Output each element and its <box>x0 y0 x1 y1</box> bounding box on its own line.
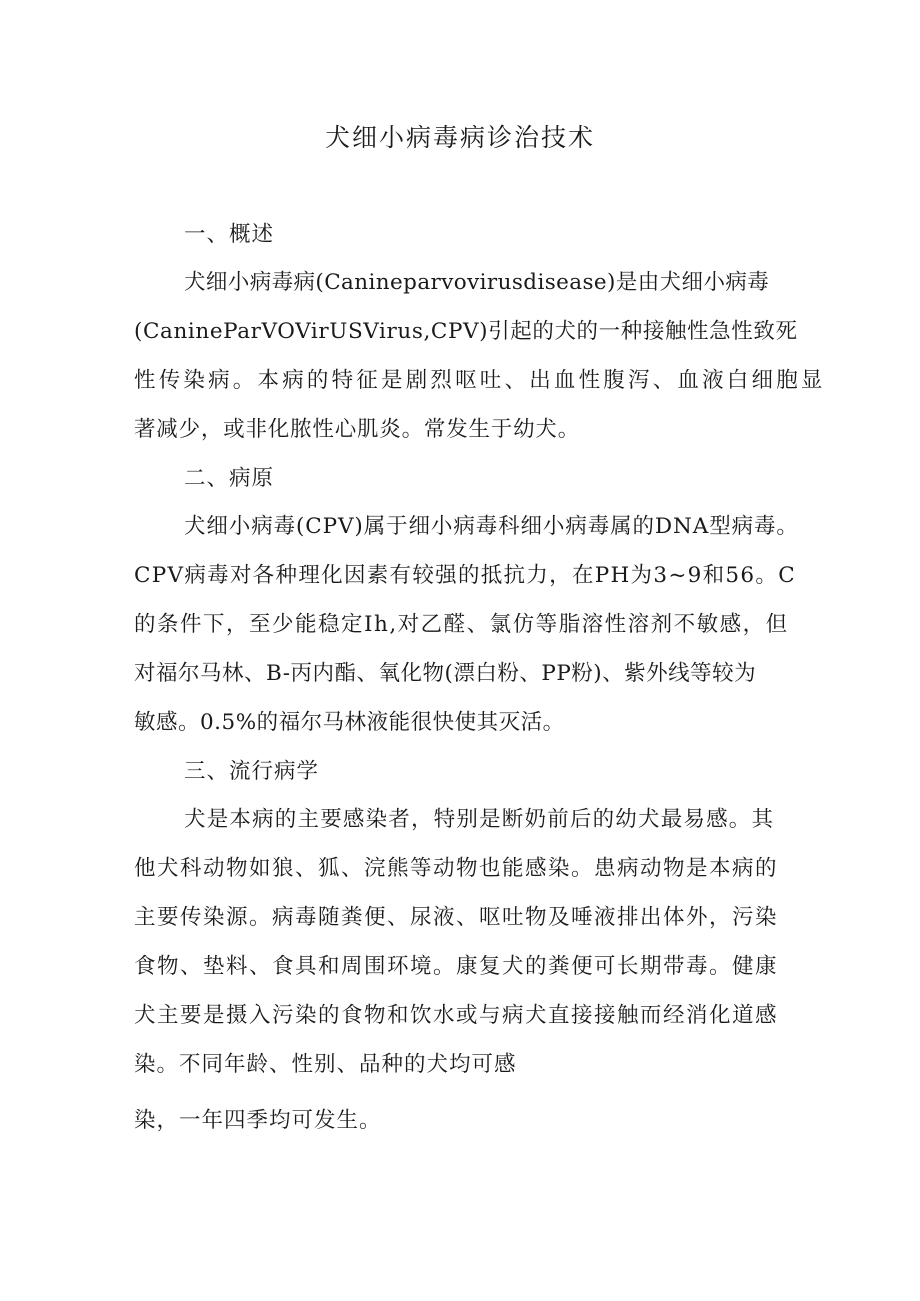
paragraph-line: 性传染病。本病的特征是剧烈呕吐、出血性腹泻、血液白细胞显 <box>134 368 826 393</box>
section-heading-epidemiology: 三、流行病学 <box>184 759 320 784</box>
paragraph-line: 犬是本病的主要感染者，特别是断奶前后的幼犬最易感。其 <box>184 807 775 832</box>
paragraph-line: 染。不同年龄、性别、品种的犬均可感 <box>134 1052 517 1077</box>
paragraph-line: 染，一年四季均可发生。 <box>134 1108 382 1133</box>
paragraph-line: 犬主要是摄入污染的食物和饮水或与病犬直接接触而经消化道感 <box>134 1003 779 1028</box>
section-heading-overview: 一、概述 <box>184 222 275 247</box>
paragraph-line: CPV病毒对各种理化因素有较强的抵抗力，在PH为3~9和56。C <box>134 563 796 588</box>
paragraph-line: 食物、垫料、食具和周围环境。康复犬的粪便可长期带毒。健康 <box>134 954 779 979</box>
paragraph-line: 犬细小病毒(CPV)属于细小病毒科细小病毒属的DNA型病毒。 <box>184 514 799 539</box>
paragraph-line: 著减少，或非化脓性心肌炎。常发生于幼犬。 <box>134 417 581 442</box>
paragraph-line: 对福尔马林、B-丙内酯、氧化物(漂白粉、PP粉)、紫外线等较为 <box>134 661 757 686</box>
paragraph-line: 主要传染源。病毒随粪便、尿液、呕吐物及唾液排出体外，污染 <box>134 905 779 930</box>
section-heading-pathogen: 二、病原 <box>184 466 275 491</box>
document-title: 犬细小病毒病诊治技术 <box>324 123 595 152</box>
paragraph-line: 的条件下，至少能稳定Ih,对乙醛、氯仿等脂溶性溶剂不敏感，但 <box>134 612 789 637</box>
paragraph-line: (CanineParVOVirUSVirus,CPV)引起的犬的一种接触性急性致死 <box>134 319 798 344</box>
paragraph-line: 犬细小病毒病(Canineparvovirusdisease)是由犬细小病毒 <box>184 270 770 295</box>
paragraph-line: 敏感。0.5%的福尔马林液能很快使其灭活。 <box>134 710 565 735</box>
paragraph-line: 他犬科动物如狼、狐、浣熊等动物也能感染。患病动物是本病的 <box>134 856 779 881</box>
